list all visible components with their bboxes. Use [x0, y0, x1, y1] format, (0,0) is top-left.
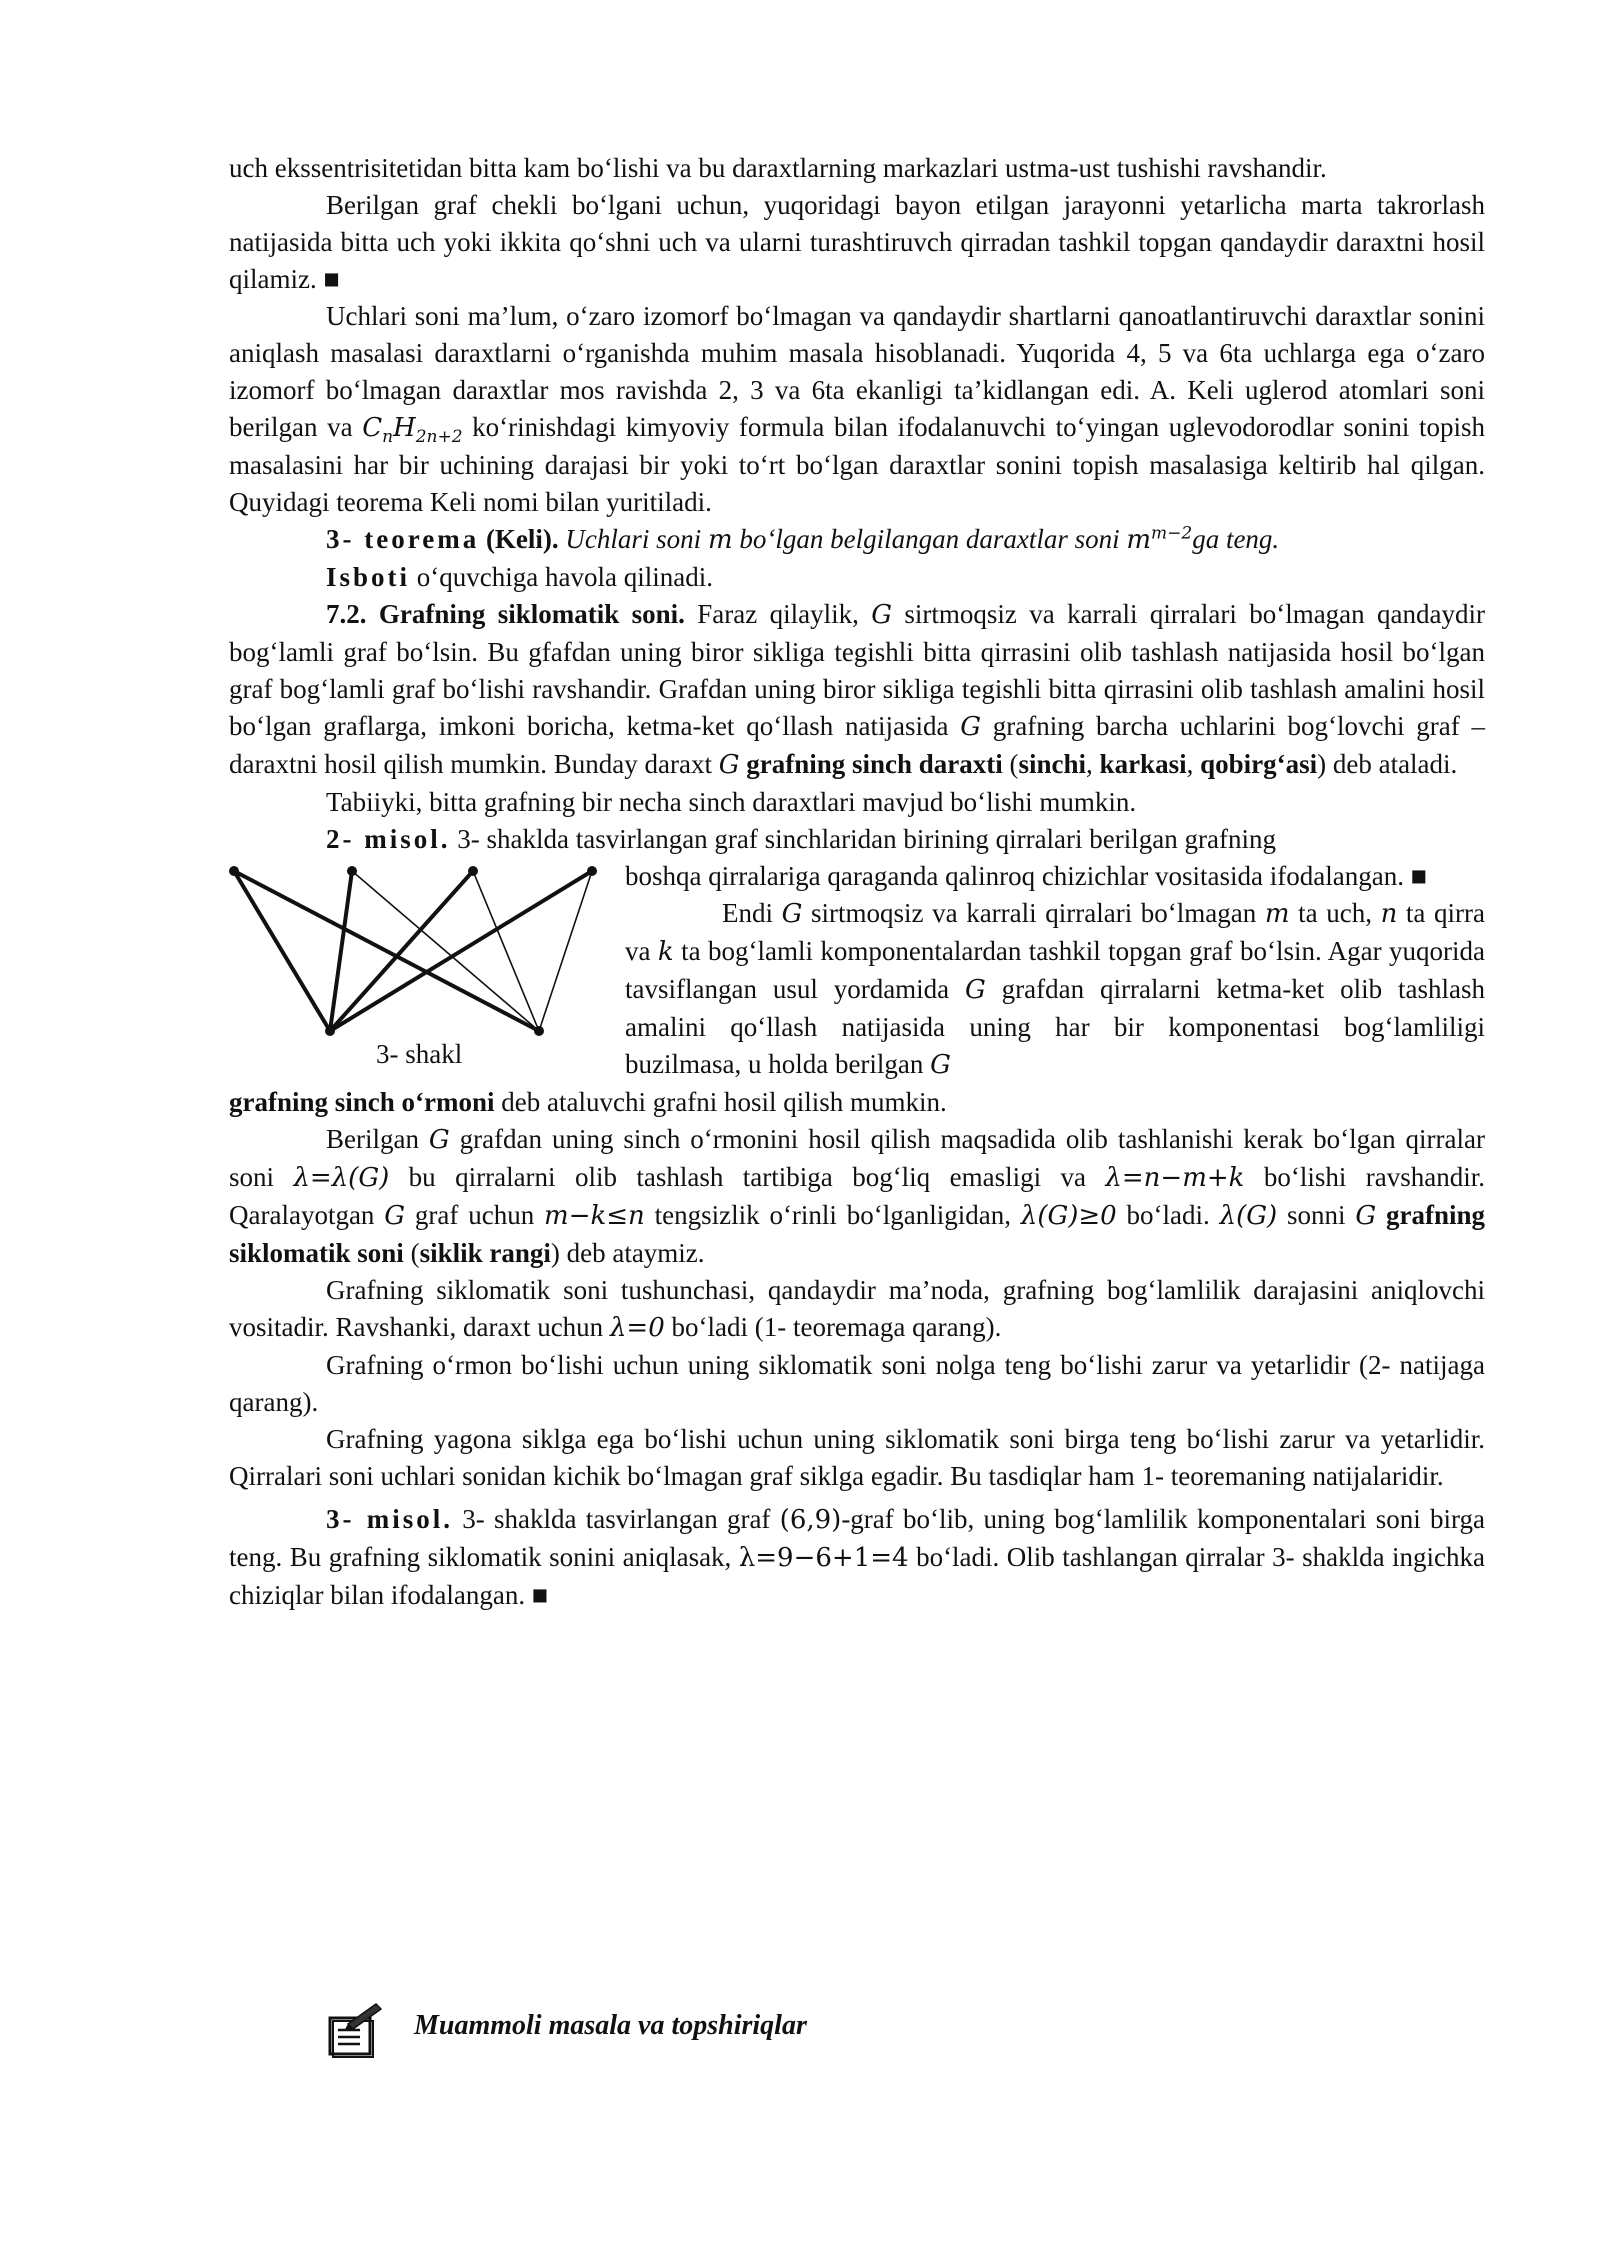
edge-thin	[539, 871, 592, 1031]
formula-exponent: m−2	[1151, 523, 1193, 544]
text-span: ta qirra va	[625, 898, 1485, 966]
math-G: G	[1355, 1201, 1377, 1231]
text-span: bo‘lishi ravshandir. Qaralayotgan	[229, 1162, 1485, 1230]
formula-lambda-zero: λ=0	[609, 1313, 665, 1343]
paragraph-single-cycle: Grafning yagona siklga ega bo‘lishi uchun uning siklomatik soni birga teng bo‘lishi zarur va yetarlidir. Qirralari soni uchlari sonidan kichik bo‘lmagan graf siklga egadir. Bu tasdiqlar ham 1- teoremaning natijalaridir.	[229, 1424, 1485, 1491]
formula-inequality: m−k≤n	[544, 1201, 645, 1231]
text-span: -graf bo‘lib, uning bog‘lamlilik komponentalari soni birga teng. Bu grafning siklomatik sonini aniqlasak,	[229, 1504, 1485, 1572]
theorem-text: bo‘lgan belgilangan daraxtlar soni	[732, 524, 1127, 554]
vertex	[468, 866, 478, 876]
term-spanning-tree: grafning sinch daraxti	[739, 749, 1003, 779]
math-G: G	[718, 750, 740, 780]
formula-lambda: λ=n−m+k	[1105, 1163, 1245, 1193]
notepad-pencil-icon	[326, 2000, 384, 2058]
text-span: grafdan qirralarni ketma-ket olib tashlash amalini qo‘llash natijasida uning har bir komponentasi bog‘lamliligi buzilmasa, u holda berilgan	[625, 974, 1485, 1079]
paragraph-cyclomatic-meaning	[229, 1272, 1485, 1347]
math-G: G	[871, 600, 892, 630]
term-cyclic-rank: siklik rangi	[419, 1238, 551, 1268]
theorem-label: 3- teorema	[326, 524, 480, 554]
text-span: grafning barcha uchlarini bog‘lovchi graf – daraxtni hosil qilish mumkin. Bunday daraxt	[229, 711, 1485, 779]
text-span: ,	[1086, 749, 1100, 779]
theorem-text: ga teng.	[1192, 524, 1280, 554]
text-span: ta uch,	[1289, 898, 1381, 928]
math-G: G	[930, 1050, 951, 1080]
theorem-cayley	[229, 521, 1485, 559]
paragraph-forest	[625, 895, 1485, 1084]
formula-h: H	[393, 413, 416, 443]
edge-thin	[473, 871, 539, 1031]
formula-lambda-nonneg: λ(G)≥0	[1020, 1201, 1117, 1231]
math-k: k	[657, 937, 674, 967]
example-2-line1	[229, 821, 1485, 858]
text-span: bo‘ladi.	[1116, 1200, 1220, 1230]
text-span: graf uchun	[405, 1200, 545, 1230]
example-2-label: 2- misol.	[326, 824, 451, 854]
formula-lambda-g: λ(G)	[1219, 1201, 1278, 1231]
tasks-title: Muammoli masala va topshiriqlar	[414, 2010, 807, 2041]
text-span: sirtmoqsiz va karrali qirralari bo‘lmagan qandaydir bog‘lamli graf bo‘lsin. Bu gfafdan uning biror sikliga tegishli bitta qirrasini olib tashlash natijasida hosil bo‘lgan graf bog‘lamli graf bo‘lishi ravshandir. Grafdan uning biror sikliga tegishli bitta qirrasini olib tashlash amalini hosil bo‘lgan graflarga, imkoni boricha, ketma-ket qo‘llash natijasida	[229, 599, 1485, 741]
term-spanning-forest: grafning sinch o‘rmoni	[229, 1087, 495, 1117]
proof	[229, 559, 1485, 596]
paragraph-intro: uch ekssentrisitetidan bitta kam bo‘lishi va bu daraxtlarning markazlari ustma-ust tushishi ravshandir.	[229, 153, 1327, 183]
math-m: m	[707, 525, 733, 555]
figure-caption: 3- shakl	[376, 1039, 463, 1069]
text-span: ko‘rinishdagi kimyoviy formula bilan ifodalanuvchi to‘yingan uglevodorodlar sonini topish masalasini har bir uchining darajasi bir yoki to‘rt bo‘lgan daraxtlar sonini topish masalasiga keltirib hal qilgan. Quyidagi teorema Keli nomi bilan yuritiladi.	[229, 412, 1485, 517]
section-title: 7.2. Grafning siklomatik soni.	[326, 599, 685, 629]
paragraph-forest-condition: Grafning o‘rmon bo‘lishi uchun uning siklomatik soni nolga teng bo‘lishi zarur va yetarlidir (2- natijaga qarang).	[229, 1350, 1485, 1417]
edge-thick	[330, 871, 592, 1031]
term-qobirgasi: qobirg‘asi	[1200, 749, 1318, 779]
formula-power	[1126, 525, 1192, 555]
proof-label: Isboti	[326, 562, 411, 592]
text-span: (	[403, 1238, 420, 1268]
vertex	[325, 1026, 335, 1036]
formula-pair: (6,9)	[779, 1505, 842, 1535]
text-span: sirtmoqsiz va karrali qirralari bo‘lmagan	[802, 898, 1265, 928]
formula-c-sub: n	[382, 427, 394, 448]
formula-calc: λ=9−6+1=4	[738, 1543, 909, 1573]
text-span: Faraz qilaylik,	[684, 599, 872, 629]
text-span: ) deb ataymiz.	[550, 1238, 705, 1268]
text-span: tengsizlik o‘rinli bo‘lganligidan,	[644, 1200, 1021, 1230]
math-m: m	[1264, 899, 1290, 929]
math-n: n	[1380, 899, 1398, 929]
example-3	[229, 1501, 1485, 1614]
example-3-label: 3- misol.	[326, 1504, 453, 1534]
term-cyclomatic-number: grafning siklomatik soni	[229, 1200, 1486, 1268]
formula-c: C	[362, 413, 383, 443]
term-sinchi: sinchi	[1018, 749, 1087, 779]
theorem-author: (Keli).	[479, 524, 559, 554]
theorem-text: Uchlari soni	[558, 524, 708, 554]
formula-alkane	[362, 413, 463, 448]
text-span: 3- shaklda tasvirlangan graf	[453, 1504, 780, 1534]
paragraph-finite-graph: Berilgan graf chekli bo‘lgani uchun, yuqoridagi bayon etilgan jarayonni yetarlicha marta takrorlash natijasida bitta uch yoki ikkita qo‘shni uch va ularni turashtiruvch qirradan tashkil topgan qandaydir daraxtni hosil qilamiz. ■	[229, 190, 1485, 294]
proof-text: o‘quvchiga havola qilinadi.	[410, 562, 713, 592]
text-span: ) deb ataladi.	[1317, 749, 1458, 779]
vertex	[347, 866, 357, 876]
text-span: sonni	[1277, 1200, 1356, 1230]
text-span: Uchlari soni ma’lum, o‘zaro izomorf bo‘lmagan va qandaydir shartlarni qanoatlantiruvchi daraxtlar sonini aniqlash masalasi daraxtlarni o‘rganishda muhim masala hisoblanadi. Yuqorida 4, 5 va 6ta uchlarga ega o‘zaro izomorf bo‘lmagan daraxtlar mos ravishda 2, 3 va 6ta ekanligi ta’kidlangan edi. A. Keli uglerod atomlari soni berilgan va	[229, 301, 1485, 442]
paragraph-multiple-trees: Tabiiyki, bitta grafning bir necha sinch daraxtlari mavjud bo‘lishi mumkin.	[326, 787, 1137, 817]
text-span: bo‘ladi (1- teoremaga qarang).	[664, 1312, 1002, 1342]
page-content	[229, 150, 1485, 1614]
text-span: deb ataluvchi grafni hosil qilish mumkin.	[494, 1087, 947, 1117]
text-span: (	[1002, 749, 1019, 779]
text-span: bu qirralarni olib tashlash tartibiga bog‘liq emasligi va	[389, 1162, 1106, 1192]
text-span: Berilgan	[326, 1124, 429, 1154]
edge-thin	[352, 871, 539, 1031]
math-G: G	[960, 712, 982, 742]
paragraph-cyclomatic-def	[229, 1121, 1485, 1272]
tasks-heading	[326, 1998, 1026, 2062]
math-G: G	[384, 1201, 406, 1231]
term-karkasi: karkasi	[1099, 749, 1187, 779]
vertex	[587, 866, 597, 876]
section-cyclomatic	[229, 596, 1485, 784]
math-G: G	[781, 899, 803, 929]
math-G: G	[428, 1125, 450, 1155]
edge-thick	[330, 871, 473, 1031]
formula-lambda-def: λ=λ(G)	[293, 1163, 390, 1193]
text-span: ta bog‘lamli komponentalardan tashkil topgan graf bo‘lsin. Agar yuqorida tavsiflangan usul yordamida	[625, 936, 1485, 1004]
example-2-line2: boshqa qirralariga qaraganda qalinroq chizichlar vositasida ifodalangan. ■	[625, 861, 1427, 891]
edge-thick	[330, 871, 352, 1031]
text-span: bo‘ladi. Olib tashlangan qirralar 3- shaklda ingichka chiziqlar bilan ifodalangan. ■	[229, 1542, 1485, 1610]
vertex	[534, 1026, 544, 1036]
text-span: Endi	[722, 898, 782, 928]
vertex	[229, 866, 239, 876]
text-span: grafdan uning sinch o‘rmonini hosil qilish maqsadida olib tashlanishi kerak bo‘lgan qirralar soni	[229, 1124, 1485, 1192]
math-G: G	[965, 975, 986, 1005]
text-span: ,	[1186, 749, 1201, 779]
figure-3	[229, 858, 609, 1098]
text-span: Grafning siklomatik soni tushunchasi, qandaydir ma’noda, grafning bog‘lamlilik darajasini aniqlovchi vositadir. Ravshanki, daraxt uchun	[229, 1275, 1485, 1342]
formula-base: m	[1126, 525, 1151, 555]
text-span: 3- shaklda tasvirlangan graf sinchlaridan birining qirralari berilgan grafning	[450, 824, 1276, 854]
paragraph-tree-count	[229, 298, 1485, 521]
formula-h-sub: 2n+2	[415, 427, 463, 448]
